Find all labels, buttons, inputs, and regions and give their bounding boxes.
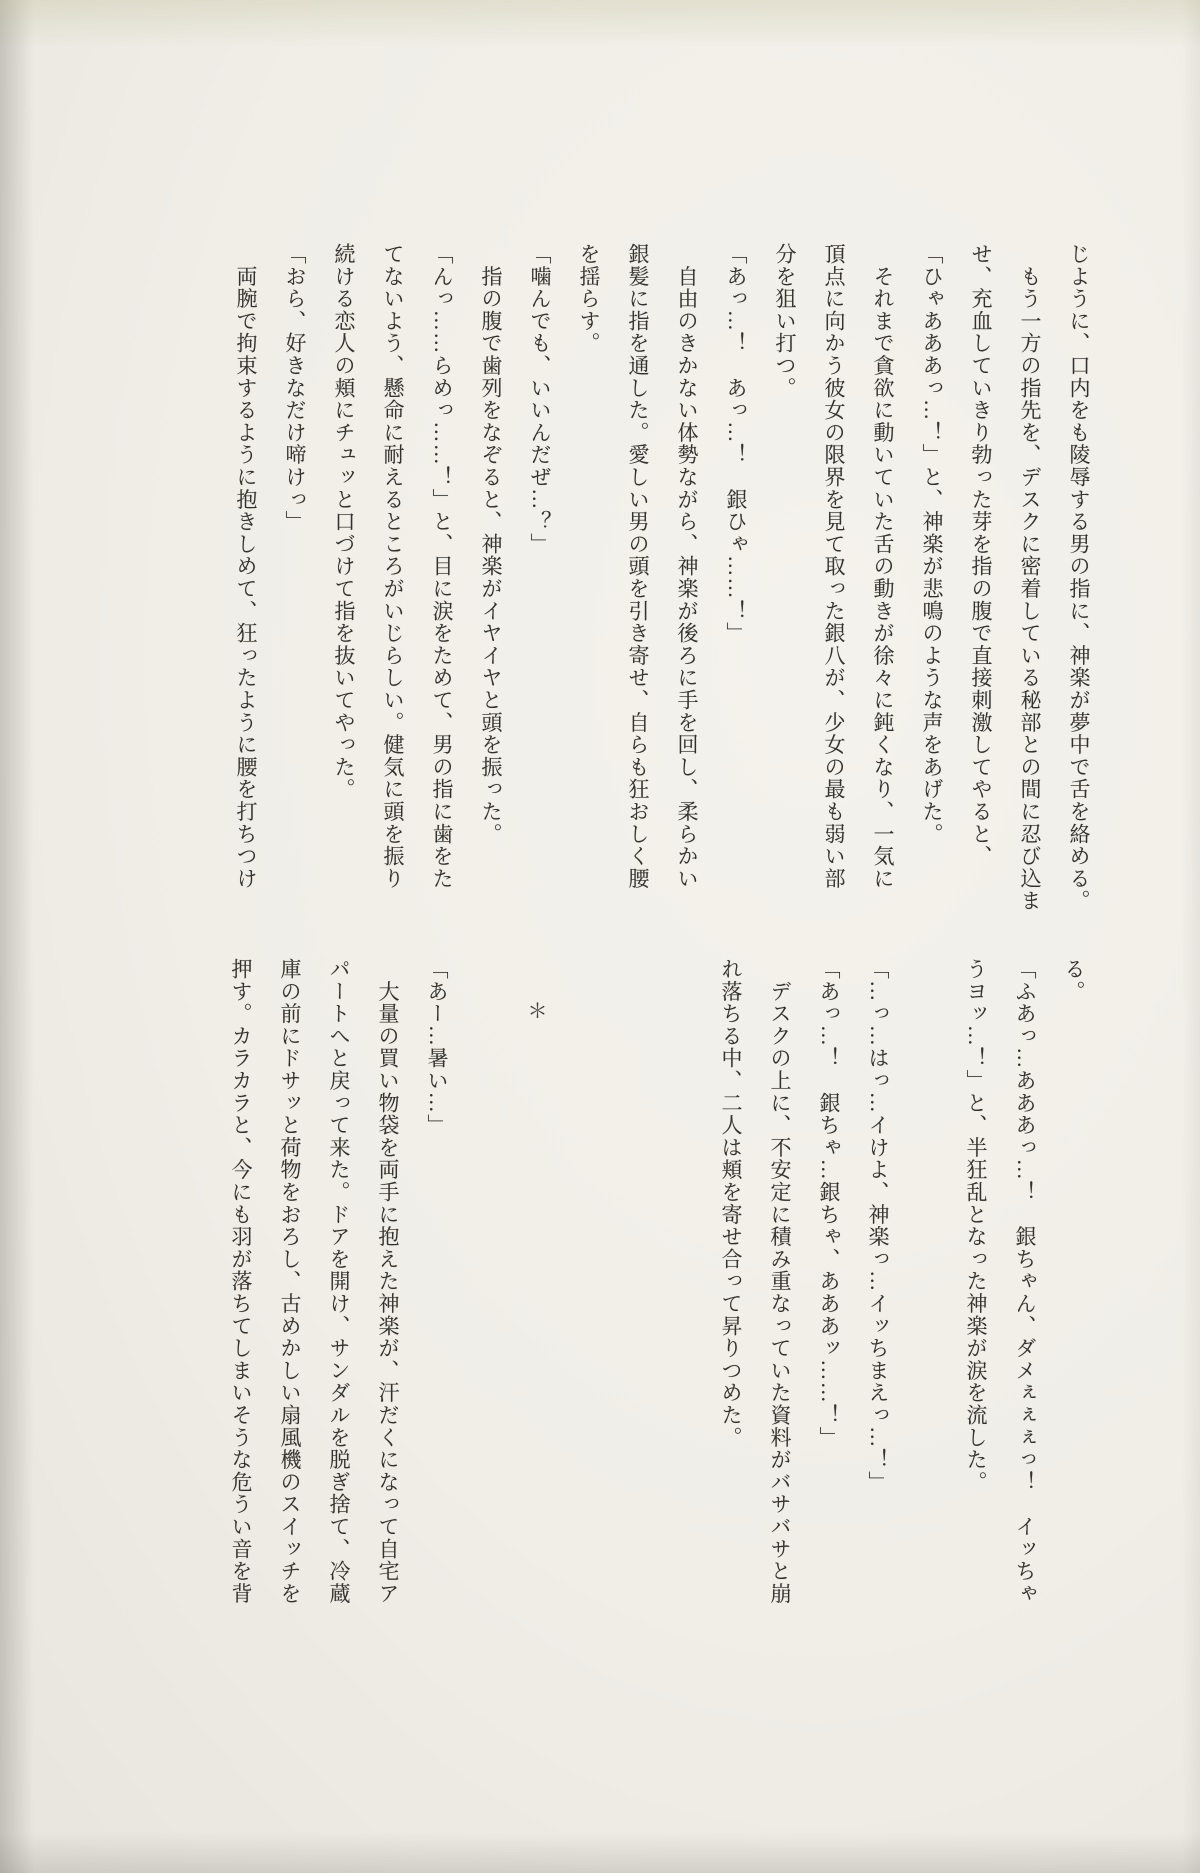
vertical-text-column: パートへと戻って来た。ドアを開け、サンダルを脱ぎ捨て、冷蔵 — [327, 958, 351, 1605]
vertical-text-column: もう一方の指先を、デスクに密着している秘部との間に忍び込ま — [1018, 243, 1042, 912]
vertical-text-column: 指の腹で歯列をなぞると、神楽がイヤイヤと頭を振った。 — [479, 243, 503, 846]
scene-divider-asterisk: ＊ — [524, 1000, 546, 1022]
vertical-text-column: 「あっ…！ あっ…！ 銀ひゃ……！」 — [724, 243, 748, 645]
vertical-text-column: てないよう、懸命に耐えるところがいじらしい。健気に頭を振り — [381, 243, 405, 890]
vertical-text-column: 分を狙い打つ。 — [773, 243, 797, 400]
vertical-text-column: うヨッ…！」と、半狂乱となった神楽が涙を流した。 — [964, 958, 988, 1494]
vertical-text-column: それまで貪欲に動いていた舌の動きが徐々に鈍くなり、一気に — [871, 243, 895, 890]
vertical-text-column: 自由のきかない体勢ながら、神楽が後ろに手を回し、柔らかい — [675, 243, 699, 890]
vertical-text-column: せ、充血していきり勃った芽を指の腹で直接刺激してやると、 — [969, 243, 993, 868]
vertical-text-column: デスクの上に、不安定に積み重なっていた資料がバサバサと崩 — [768, 958, 792, 1605]
vertical-text-column: 「あっ…！ 銀ちゃ…銀ちゃ、あああッ……！」 — [817, 958, 841, 1449]
vertical-text-column: る。 — [1062, 958, 1086, 1003]
vertical-text-column: 「噛んでも、いいんだぜ…？」 — [528, 243, 552, 556]
vertical-text-column: 大量の買い物袋を両手に抱えた神楽が、汗だくになって自宅ア — [376, 958, 400, 1605]
vertical-text-column: 「あー…暑い…」 — [425, 958, 449, 1137]
vertical-text-column: 「ひゃあああっ…！」と、神楽が悲鳴のような声をあげた。 — [920, 243, 944, 846]
vertical-text-column: 庫の前にドサッと荷物をおろし、古めかしい扇風機のスイッチを — [278, 958, 302, 1605]
vertical-text-column: 続ける恋人の頬にチュッと口づけて指を抜いてやった。 — [332, 243, 356, 801]
vertical-text-column: 「おら、好きなだけ啼けっ」 — [283, 243, 307, 533]
vertical-text-column: 「ふあっ…あああっ…！ 銀ちゃん、ダメぇぇぇっ！ イッちゃ — [1013, 958, 1037, 1605]
vertical-text-column: じように、口内をも陵辱する男の指に、神楽が夢中で舌を絡める。 — [1067, 243, 1091, 912]
vertical-text-column: 両腕で拘束するように抱きしめて、狂ったように腰を打ちつけ — [234, 243, 258, 890]
vertical-text-column: 「…っ…はっ…イけよ、神楽っ…イッちまえっ…！」 — [866, 958, 890, 1494]
vertical-text-column: 押す。カラカラと、今にも羽が落ちてしまいそうな危うい音を背 — [229, 958, 253, 1605]
vertical-text-column: 頂点に向かう彼女の限界を見て取った銀八が、少女の最も弱い部 — [822, 243, 846, 890]
vertical-text-column: を揺らす。 — [577, 243, 601, 355]
vertical-text-column: 「んっ……らめっ……！」と、目に涙をためて、男の指に歯をた — [430, 243, 454, 890]
vertical-text-column: れ落ちる中、二人は頬を寄せ合って昇りつめた。 — [719, 958, 743, 1449]
vertical-text-column: 銀髪に指を通した。愛しい男の頭を引き寄せ、自らも狂おしく腰 — [626, 243, 650, 890]
